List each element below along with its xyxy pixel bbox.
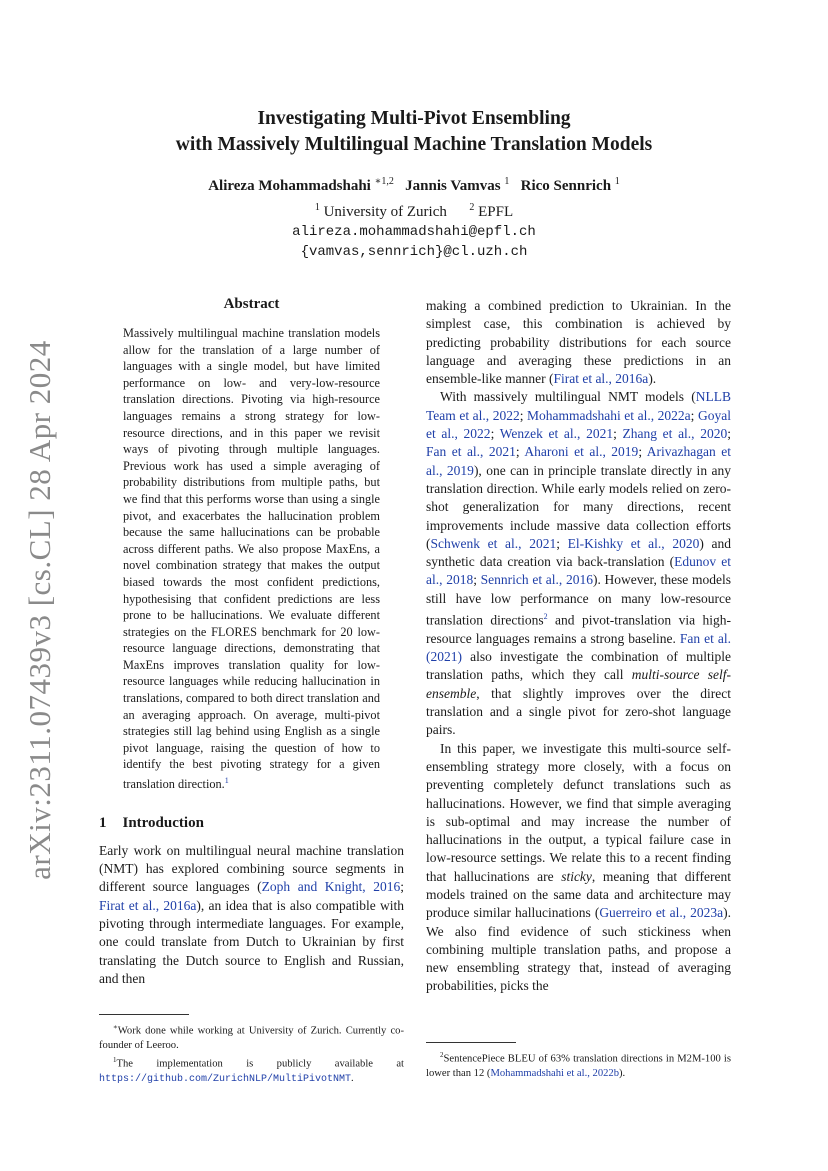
author-affil-mark: 1 [504, 176, 510, 187]
author-name: Rico Sennrich [520, 178, 612, 194]
title-block [0, 106, 828, 262]
affil-mark: 1 [314, 202, 320, 213]
right-column [426, 297, 731, 996]
footnote-text: ). [619, 1067, 626, 1079]
author-name: Jannis Vamvas [405, 178, 501, 194]
intro-paragraph [99, 842, 404, 988]
intro-paragraph [426, 740, 731, 996]
text-run: ), an idea that is also compatible with pivoting through intermediate languages. For example, one could translate from Dutch to Ukrainian by first translating the Dutch source to English and Russian, and then [99, 897, 404, 986]
affil-name: EPFL [478, 204, 514, 220]
footnote-text: The implementation is publicly available at [116, 1058, 404, 1070]
arxiv-identifier: arXiv:2311.07439v3 [cs.CL] 28 Apr 2024 [22, 340, 57, 880]
text-run: ) and synthetic data creation via back-translation ( [426, 535, 731, 570]
footnote-ref[interactable]: 1 [224, 776, 229, 786]
footnote-text: . [351, 1072, 354, 1084]
text-run: ; [556, 535, 568, 551]
footnote-ref[interactable]: 2 [543, 612, 548, 622]
citation-link[interactable]: El-Kishky et al., 2020 [567, 535, 700, 551]
text-run: and pivot-translation via high-resource languages remains a strong baseline. [426, 612, 731, 646]
citation-link[interactable]: Sennrich et al., 2016 [480, 572, 593, 588]
citation-link[interactable]: Guerreiro et al., 2023a [599, 905, 724, 921]
left-column [99, 296, 404, 988]
footnote [99, 1020, 404, 1053]
emphasis: sticky [561, 868, 592, 884]
citation-link[interactable]: Firat et al., 2016a [553, 371, 649, 387]
text-run: ; [473, 572, 481, 588]
citation-link[interactable]: Aharoni et al., 2019 [524, 444, 639, 460]
text-run: ). [648, 371, 657, 387]
title-line-1: Investigating Multi-Pivot Ensembling [257, 108, 571, 129]
text-run: In this paper, we investigate this multi-source self-ensembling strategy more closely, with a focus on preventing completely defunct translations such as hallucinations. However, we find that simple averaging is sub-optimal and may increase the number of hallucinations in the output, a typical failure case in low-resource settings. We relate this to a recent finding that hallucinations are [426, 740, 731, 884]
section-heading [99, 815, 404, 832]
footnotes-left [99, 1014, 404, 1087]
text-run: ). However, these models still have low performance on many low-resource translation directions [426, 572, 731, 628]
text-run: , that slightly improves over the direct translation and a single pivot for zero-shot language pairs. [426, 685, 731, 738]
citation-link[interactable]: Mohammadshahi et al., 2022b [490, 1067, 620, 1079]
citation-link[interactable]: Goyal et al., 2022 [426, 407, 731, 442]
footnote-text: SentencePiece BLEU of 63% translation directions in M2M-100 is lower than 12 ( [426, 1053, 731, 1079]
abstract-text: Massively multilingual machine translation models allow for the translation of a large number of languages with a single model, but have limited performance on low- and very-low-resource translation directions. Pivoting via high-resource languages remains a strong strategy for low-resource directions, and in this paper we revisit ways of pivoting through multiple languages. Previous work has used a simple averaging of probability distributions from multiple paths, but we find that this performs worse than using a single pivot, and exacerbates the hallucination problem because the same hallucinations can be probable across different paths. We also propose MaxEns, a novel combination strategy that makes the output biased towards the most confident predictions, hypothesising that confident predictions are less prone to be hallucinations. We evaluate different strategies on the FLORES benchmark for 20 low-resource language directions, demonstrating that MaxEns improves translation quality for low-resource languages while reducing hallucination in translations, compared to both direct translation and an averaging approach. On average, multi-pivot strategies still lag behind using English as a single pivot language, raising the question of how to identify the best pivoting strategy for a given translation direction. [123, 326, 380, 792]
author-affil-mark: ∗1,2 [374, 176, 394, 187]
text-run: ; [515, 444, 525, 460]
author-email: {vamvas,sennrich}@cl.uzh.ch [300, 244, 528, 260]
text-run: , meaning that different models trained on the same data and architecture may produce similar hallucinations ( [426, 868, 731, 921]
citation-link[interactable]: Schwenk et al., 2021 [430, 535, 557, 551]
author-affil-mark: 1 [614, 176, 620, 187]
text-run: ; [638, 444, 647, 460]
text-run: ; [400, 879, 404, 895]
text-run: ; [519, 407, 528, 423]
text-run: ), one can in principle translate directly in any translation direction. While early models relied on zero-shot generalization for many directions, recent improvements include massive data collection efforts ( [426, 462, 731, 551]
footnote-divider [99, 1014, 189, 1015]
affil-name: University of Zurich [323, 204, 447, 220]
intro-paragraph [426, 297, 731, 388]
title-line-2: with Massively Multilingual Machine Translation Models [175, 134, 653, 155]
abstract-heading: Abstract [223, 296, 280, 312]
author-list [0, 176, 828, 195]
footnote-mark: 2 [440, 1051, 444, 1059]
text-run: also investigate the combination of multiple translation paths, which they call [426, 649, 731, 683]
repository-link[interactable]: https://github.com/ZurichNLP/MultiPivotNMT [99, 1073, 352, 1085]
arxiv-sidebar [20, 340, 60, 880]
citation-link[interactable]: Zoph and Knight, 2016 [261, 879, 401, 895]
citation-link[interactable]: Zhang et al., 2020 [622, 426, 728, 442]
author-email: alireza.mohammadshahi@epfl.ch [292, 224, 536, 240]
text-run: ; [490, 426, 500, 442]
text-run: ; [690, 407, 698, 423]
citation-link[interactable]: NLLB Team et al., 2022 [426, 389, 731, 423]
text-run: ). We also find evidence of such stickiness when combining multiple translation paths, and propose a new ensembling strategy that, instead of averaging probabilities, picks the [426, 905, 731, 994]
footnote [99, 1053, 404, 1087]
footnote-mark: ∗ [113, 1023, 118, 1031]
abstract-body [123, 325, 380, 793]
text-run: ; [613, 426, 623, 442]
section-number: 1 [99, 814, 107, 831]
citation-link[interactable]: Edunov et al., 2018 [426, 554, 731, 588]
citation-link[interactable]: Wenzek et al., 2021 [499, 426, 614, 442]
footnote-text: Work done while working at University of Zurich. Currently co-founder of Leeroo. [99, 1025, 404, 1051]
citation-link[interactable]: Arivazhagan et al., 2019 [426, 444, 731, 478]
affil-mark: 2 [469, 202, 475, 213]
footnote [426, 1048, 731, 1081]
intro-paragraph [426, 388, 731, 739]
citation-link[interactable]: Firat et al., 2016a [99, 897, 197, 913]
affiliations [0, 198, 828, 222]
citation-link[interactable]: Mohammadshahi et al., 2022a [527, 407, 691, 423]
emphasis: multi-source self-ensemble [426, 667, 732, 701]
section-title: Introduction [122, 814, 204, 831]
text-run: making a combined prediction to Ukrainian. In the simplest case, this combination is achieved by predicting probability distributions for each source language and averaging these predictions in an ensemble-like manner ( [426, 298, 731, 387]
citation-link[interactable]: Fan et al. (2021) [426, 630, 731, 665]
footnote-divider [426, 1042, 516, 1043]
citation-link[interactable]: Fan et al., 2021 [426, 444, 516, 460]
author-name: Alireza Mohammadshahi [208, 178, 371, 194]
footnotes-right [426, 1042, 731, 1081]
text-run: ; [727, 426, 731, 442]
text-run: Early work on multilingual neural machine translation (NMT) has explored combining source segments in different source languages ( [99, 842, 404, 895]
text-run: With massively multilingual NMT models ( [440, 389, 696, 405]
paper-title [0, 106, 828, 158]
footnote-mark: 1 [113, 1055, 117, 1064]
